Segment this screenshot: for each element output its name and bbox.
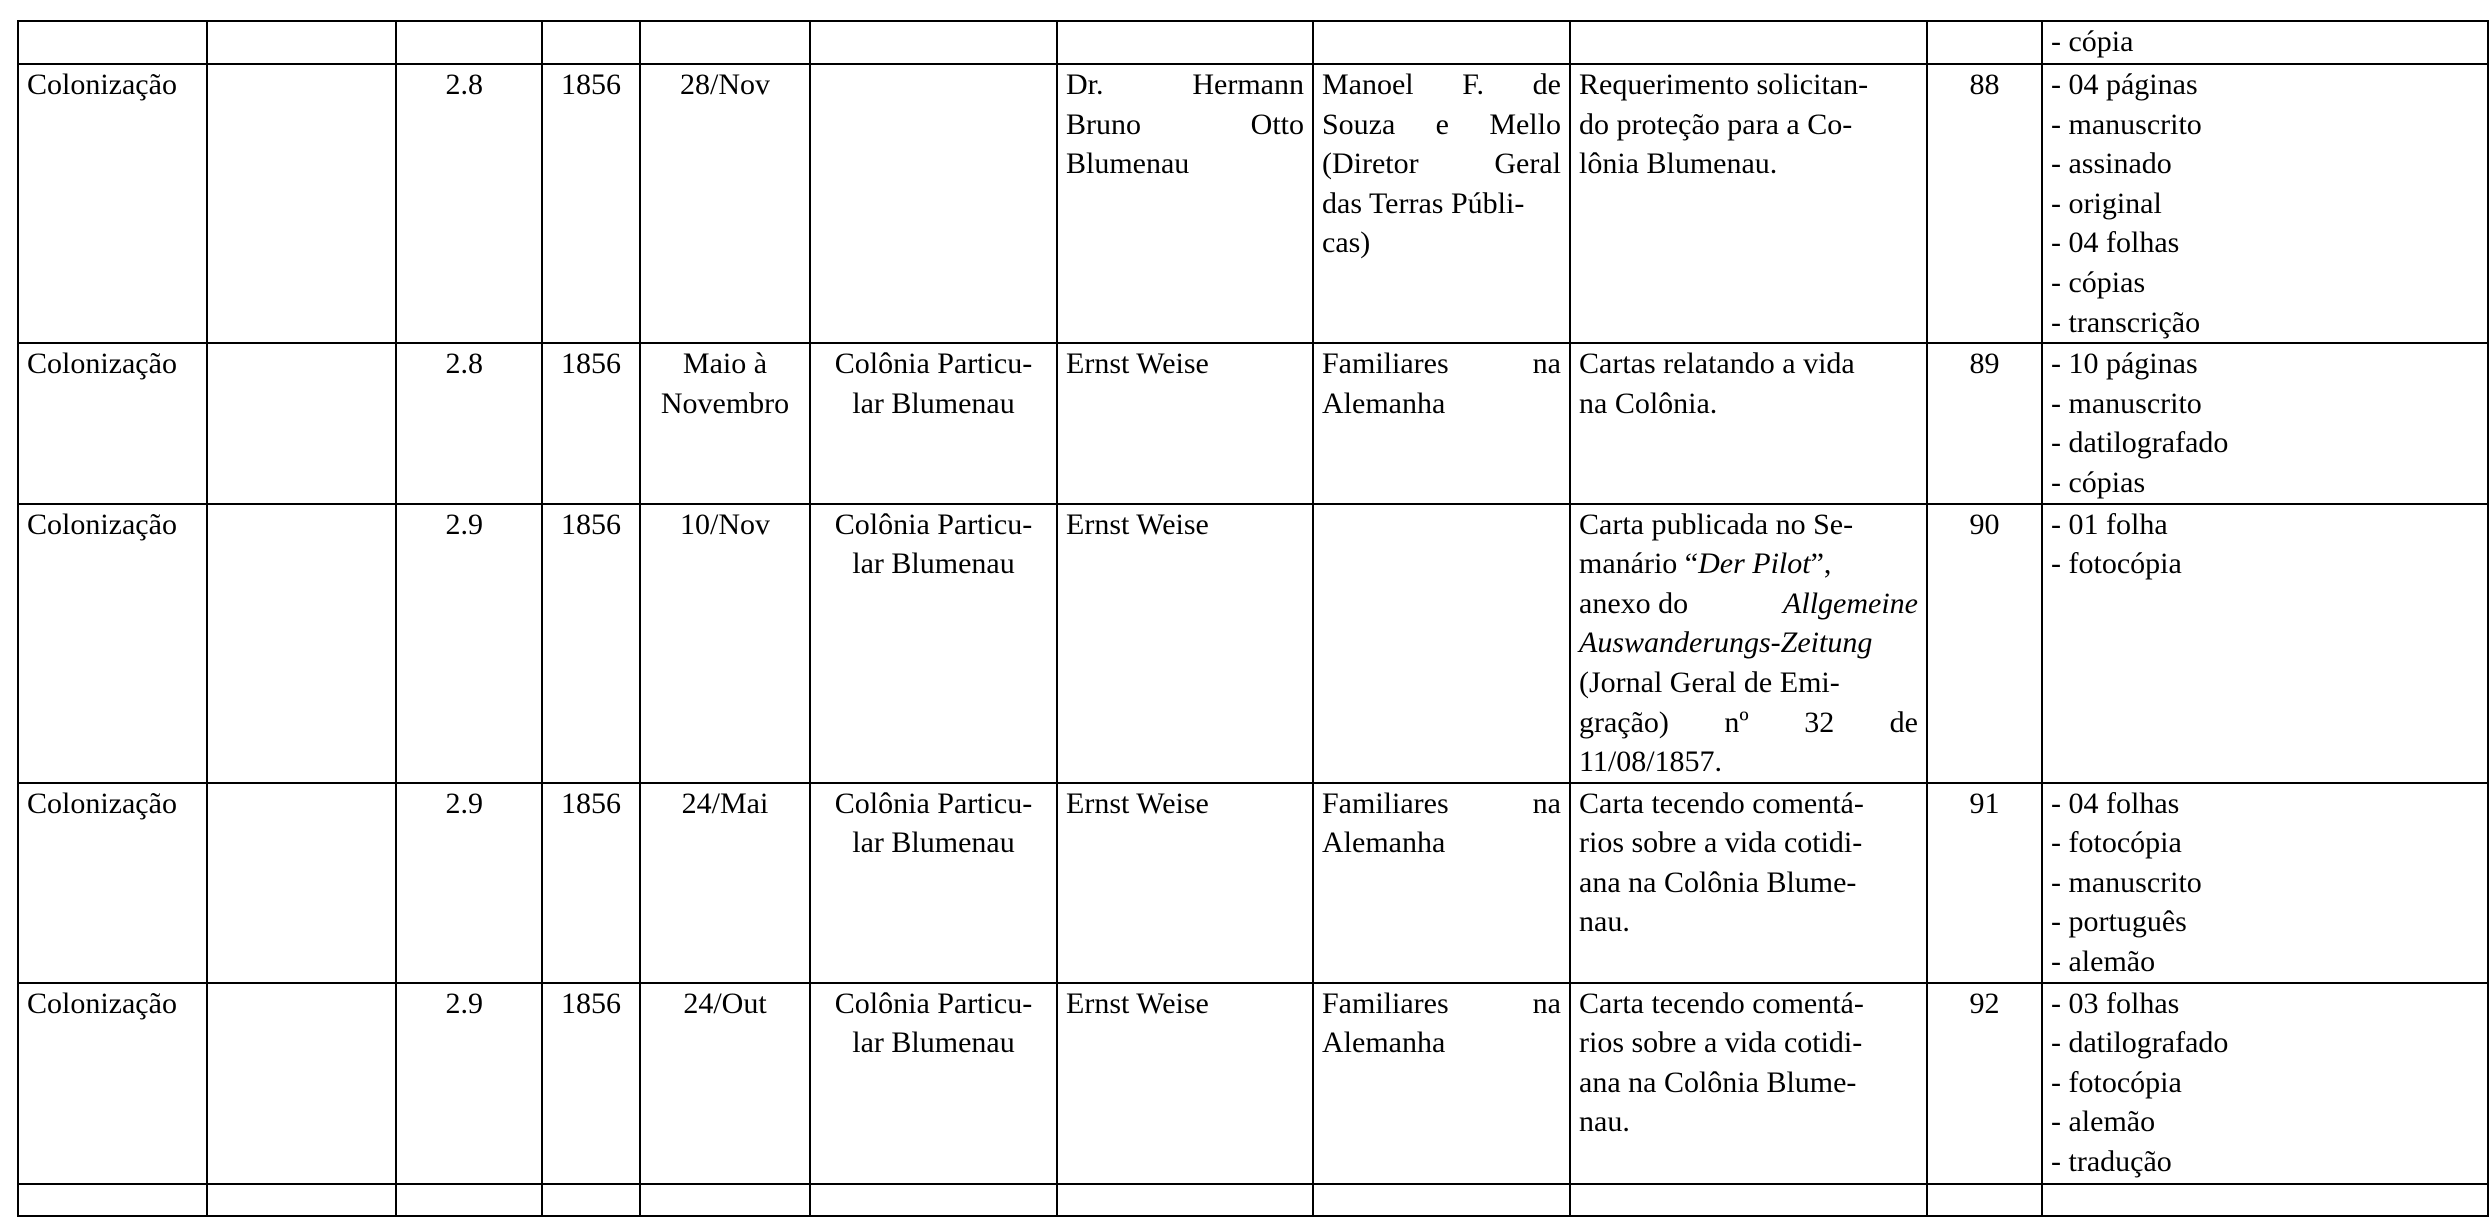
obs-line: - 01 folha [2051, 507, 2168, 541]
cell-ano: 1856 [542, 783, 640, 983]
assunto-line: ana na Colônia Blume- [1579, 1065, 1857, 1099]
assunto-line: Auswanderungs-Zeitung [1579, 626, 1873, 660]
archive-table [17, 20, 2489, 1217]
obs-line: - datilografado [2051, 1026, 2229, 1060]
local-line: lar Blumenau [852, 1026, 1015, 1060]
assunto-line: Carta publicada no Se- [1579, 507, 1854, 541]
cell-caixa: 2.9 [396, 983, 542, 1184]
cell-autor [1057, 343, 1313, 503]
assunto-line: rios sobre a vida cotidi- [1579, 826, 1863, 860]
obs-line: - 04 folhas [2051, 786, 2180, 820]
cell-caixa: 2.8 [396, 343, 542, 503]
cell-data: 28/Nov [640, 64, 810, 343]
cell-assunto [1570, 983, 1927, 1184]
assunto-line: gração) nº 32 de [1579, 705, 1918, 739]
autor-line: Blumenau [1066, 147, 1190, 181]
cell-caixa: 2.9 [396, 504, 542, 783]
cell-empty [207, 983, 396, 1184]
cell-data: 10/Nov [640, 504, 810, 783]
cell-destinatario [1313, 504, 1570, 783]
obs-line: - alemão [2051, 1105, 2156, 1139]
local-line: lar Blumenau [852, 826, 1015, 860]
obs-line: - alemão [2051, 945, 2156, 979]
obs-line: - 03 folhas [2051, 986, 2180, 1020]
cell-tema: Colonização [18, 504, 207, 783]
local-line: Colônia Particu- [834, 986, 1033, 1020]
local-line: lar Blumenau [852, 386, 1015, 420]
cell-tema: Colonização [18, 783, 207, 983]
cell-observacoes [2042, 1184, 2488, 1216]
cell-empty [207, 343, 396, 503]
cell-local [810, 783, 1057, 983]
autor-line: Dr. Hermann [1066, 68, 1304, 101]
obs-line: - fotocópia [2051, 826, 2182, 860]
table-row [18, 64, 2488, 343]
cell-caixa [396, 1184, 542, 1216]
obs-line: - assinado [2051, 147, 2172, 181]
local-line: Colônia Particu- [834, 507, 1033, 541]
dest-line: Alemanha [1322, 826, 1446, 860]
cell-ano: 1856 [542, 983, 640, 1184]
cell-assunto [1570, 21, 1927, 64]
obs-line: - cópias [2051, 265, 2146, 299]
cell-observacoes [2042, 21, 2488, 64]
obs-line: - manuscrito [2051, 107, 2202, 141]
dest-line: Familiares na [1322, 786, 1561, 820]
obs-line: - cópia [2051, 25, 2134, 58]
obs-line: - cópias [2051, 465, 2146, 499]
cell-observacoes [2042, 783, 2488, 983]
assunto-line: manário “Der Pilot”, [1579, 547, 1832, 581]
cell-local [810, 21, 1057, 64]
cell-destinatario [1313, 64, 1570, 343]
cell-autor [1057, 1184, 1313, 1216]
cell-local [810, 64, 1057, 343]
table-row [18, 1184, 2488, 1216]
assunto-line: na Colônia. [1579, 386, 1718, 420]
cell-local [810, 1184, 1057, 1216]
cell-numero [1927, 21, 2042, 64]
obs-line: - transcrição [2051, 305, 2201, 339]
cell-ano [542, 21, 640, 64]
obs-line: - fotocópia [2051, 547, 2182, 581]
obs-line: - original [2051, 186, 2162, 220]
dest-line: Manoel F. de [1322, 68, 1561, 101]
obs-line: - 04 páginas [2051, 68, 2198, 101]
obs-line: - português [2051, 905, 2187, 939]
autor-line: Bruno Otto [1066, 107, 1304, 141]
cell-tema: Colonização [18, 64, 207, 343]
cell-autor [1057, 983, 1313, 1184]
cell-autor [1057, 504, 1313, 783]
cell-caixa [396, 21, 542, 64]
cell-tema [18, 1184, 207, 1216]
assunto-line: rios sobre a vida cotidi- [1579, 1026, 1863, 1060]
obs-line: - fotocópia [2051, 1065, 2182, 1099]
local-line: Colônia Particu- [834, 786, 1033, 820]
cell-numero: 88 [1927, 64, 2042, 343]
dest-line: Souza e Mello [1322, 107, 1561, 141]
obs-line: - 04 folhas [2051, 226, 2180, 260]
obs-line: - tradução [2051, 1145, 2172, 1179]
cell-ano [542, 1184, 640, 1216]
cell-autor [1057, 21, 1313, 64]
table-row [18, 983, 2488, 1184]
obs-line: - 10 páginas [2051, 347, 2198, 381]
autor-line: Ernst Weise [1066, 507, 1209, 541]
data-line: Maio à [682, 347, 768, 381]
dest-line: cas) [1322, 226, 1371, 260]
assunto-line: Cartas relatando a vida [1579, 347, 1855, 381]
table-row [18, 504, 2488, 783]
assunto-line: nau. [1579, 1105, 1630, 1139]
cell-observacoes [2042, 343, 2488, 503]
dest-line: das Terras Públi- [1322, 186, 1525, 220]
cell-local [810, 343, 1057, 503]
cell-numero: 89 [1927, 343, 2042, 503]
table-row [18, 343, 2488, 503]
assunto-line: anexo do Allgemeine [1579, 586, 1918, 620]
cell-observacoes [2042, 983, 2488, 1184]
cell-destinatario [1313, 343, 1570, 503]
cell-tema [18, 21, 207, 64]
dest-line: (Diretor Geral [1322, 147, 1561, 181]
cell-data: 24/Out [640, 983, 810, 1184]
cell-numero: 91 [1927, 783, 2042, 983]
cell-tema: Colonização [18, 343, 207, 503]
assunto-line: nau. [1579, 905, 1630, 939]
local-line: Colônia Particu- [834, 347, 1033, 381]
cell-autor [1057, 64, 1313, 343]
dest-line: Alemanha [1322, 386, 1446, 420]
assunto-line: Requerimento solicitan- [1579, 68, 1869, 101]
cell-numero: 90 [1927, 504, 2042, 783]
local-line: lar Blumenau [852, 547, 1015, 581]
cell-empty [207, 21, 396, 64]
cell-data [640, 343, 810, 503]
data-line: Novembro [660, 386, 790, 420]
cell-caixa: 2.9 [396, 783, 542, 983]
autor-line: Ernst Weise [1066, 786, 1209, 820]
cell-ano: 1856 [542, 343, 640, 503]
cell-assunto [1570, 783, 1927, 983]
cell-data [640, 21, 810, 64]
cell-assunto [1570, 504, 1927, 783]
cell-numero: 92 [1927, 983, 2042, 1184]
cell-empty [207, 504, 396, 783]
cell-assunto [1570, 64, 1927, 343]
cell-data [640, 1184, 810, 1216]
dest-line: Familiares na [1322, 986, 1561, 1020]
cell-local [810, 504, 1057, 783]
cell-numero [1927, 1184, 2042, 1216]
cell-destinatario [1313, 783, 1570, 983]
obs-line: - datilografado [2051, 426, 2229, 460]
dest-line: Familiares na [1322, 347, 1561, 381]
cell-ano: 1856 [542, 64, 640, 343]
cell-assunto [1570, 343, 1927, 503]
assunto-line: 11/08/1857. [1579, 745, 1723, 779]
cell-observacoes [2042, 504, 2488, 783]
cell-destinatario [1313, 21, 1570, 64]
cell-observacoes [2042, 64, 2488, 343]
cell-destinatario [1313, 983, 1570, 1184]
assunto-line: ana na Colônia Blume- [1579, 865, 1857, 899]
cell-tema: Colonização [18, 983, 207, 1184]
autor-line: Ernst Weise [1066, 986, 1209, 1020]
obs-line: - manuscrito [2051, 386, 2202, 420]
cell-destinatario [1313, 1184, 1570, 1216]
obs-line: - manuscrito [2051, 865, 2202, 899]
cell-empty [207, 64, 396, 343]
cell-caixa: 2.8 [396, 64, 542, 343]
cell-autor [1057, 783, 1313, 983]
assunto-line: do proteção para a Co- [1579, 107, 1853, 141]
cell-local [810, 983, 1057, 1184]
assunto-line: Carta tecendo comentá- [1579, 786, 1864, 820]
dest-line: Alemanha [1322, 1026, 1446, 1060]
table-row [18, 21, 2488, 64]
assunto-line: lônia Blumenau. [1579, 147, 1778, 181]
cell-empty [207, 783, 396, 983]
autor-line: Ernst Weise [1066, 347, 1209, 381]
cell-data: 24/Mai [640, 783, 810, 983]
assunto-line: (Jornal Geral de Emi- [1579, 665, 1840, 699]
cell-ano: 1856 [542, 504, 640, 783]
cell-empty [207, 1184, 396, 1216]
assunto-line: Carta tecendo comentá- [1579, 986, 1864, 1020]
cell-assunto [1570, 1184, 1927, 1216]
table-row [18, 783, 2488, 983]
